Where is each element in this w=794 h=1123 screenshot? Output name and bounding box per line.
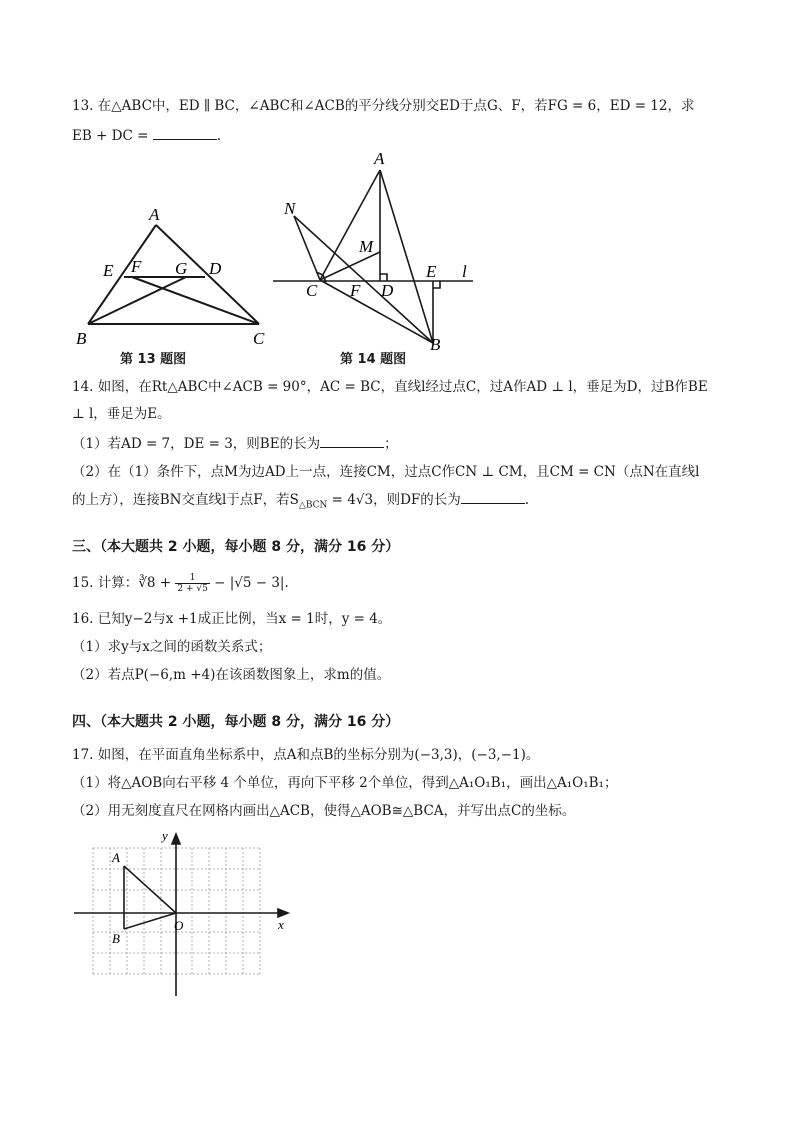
- q14-part2-line1: （2）在（1）条件下，点M为边AD上一点，连接CM，过点C作CN ⊥ CM，且CM = CN（点N在直线l: [72, 464, 700, 480]
- fig13-label-G: G: [175, 259, 188, 278]
- fig14-label-l: l: [462, 262, 467, 281]
- q14-line1: 14. 如图，在Rt△ABC中∠ACB = 90°，AC = BC，直线l经过点C，过A作AD ⊥ l，垂足为D，过B作BE: [72, 379, 708, 395]
- q16-line1: 16. 已知y−2与x +1成正比例，当x = 1时，y = 4。: [72, 611, 392, 627]
- fig14-label-N: N: [284, 199, 296, 218]
- figure-14: [270, 150, 480, 355]
- q14-part1-text: （1）若AD = 7，DE = 3，则BE的长为: [72, 436, 321, 452]
- q16-part1: （1）求y与x之间的函数关系式；: [72, 639, 272, 655]
- q14-part2-text-b: = 4√3，则DF的长为: [327, 492, 461, 508]
- q13-line2-text: EB + DC =: [72, 128, 149, 144]
- fig13-label-F: F: [131, 257, 142, 276]
- q17-line1: 17. 如图，在平面直角坐标系中，点A和点B的坐标分别为(−3,3)，(−3,−1)。: [72, 747, 540, 763]
- fig14-label-M: M: [359, 237, 374, 256]
- q15-line: [72, 573, 289, 594]
- q15-fraction: [175, 573, 209, 594]
- q14-part2-blank: [461, 491, 525, 504]
- triangle-AOB: [124, 866, 176, 929]
- q13-line2: EB + DC = .: [72, 128, 222, 144]
- fig13-label-A: A: [149, 205, 160, 224]
- q13-answer-blank: [153, 127, 217, 140]
- q15-cube-root: ∛8 +: [138, 575, 176, 591]
- fig13-label-D: D: [209, 259, 222, 278]
- fig13-label-C: C: [253, 329, 265, 348]
- fig13-label-B: B: [76, 329, 87, 348]
- figure-13: [70, 200, 280, 350]
- fig13-caption: 第 13 题图: [120, 352, 187, 367]
- fig14-label-B: B: [430, 335, 441, 354]
- q14-area-subscript: △BCN: [298, 500, 328, 511]
- section-4-heading: 四、（本大题共 2 小题，每小题 8 分，满分 16 分）: [72, 714, 400, 730]
- fig14-label-C: C: [306, 281, 318, 300]
- q16-part2: （2）若点P(−6,m +4)在该函数图象上，求m的值。: [72, 667, 391, 683]
- q17-part1: （1）将△AOB向右平移 4 个单位，再向下平移 2个单位，得到△A₁O₁B₁，画出△A₁O₁B₁；: [72, 775, 618, 791]
- q14-part1-blank: [320, 435, 384, 448]
- q15-frac-num: 1: [175, 573, 209, 584]
- q14-part1: [72, 435, 398, 453]
- figure-17-grid: [70, 826, 300, 1001]
- x-axis-arrow-icon: [278, 909, 288, 917]
- fig14-label-D: D: [381, 281, 394, 300]
- q14-part2-line2: [72, 491, 529, 515]
- q15-suffix: − |√5 − 3|.: [209, 575, 289, 591]
- fig14-label-E: E: [426, 262, 437, 281]
- fig14-label-A: A: [374, 150, 385, 168]
- q14-part2-text-a: 的上方），连接BN交直线l于点F，若S: [72, 492, 299, 508]
- q14-line2: ⊥ l，垂足为E。: [72, 406, 171, 422]
- q15-prefix: 15. 计算：: [72, 575, 139, 591]
- fig17-label-B: B: [112, 931, 120, 946]
- fig13-label-E: E: [103, 261, 114, 280]
- fig14-caption: 第 14 题图: [340, 352, 407, 367]
- q15-frac-den: 2 + √5: [177, 584, 208, 594]
- fig17-label-x: x: [278, 917, 284, 932]
- fig14-label-F: F: [350, 281, 361, 300]
- section-3-heading: 三、（本大题共 2 小题，每小题 8 分，满分 16 分）: [72, 539, 400, 555]
- fig17-label-O: O: [174, 918, 184, 933]
- q14-part2-end: .: [524, 492, 530, 508]
- fig17-label-y: y: [162, 828, 168, 843]
- q13-line1: 13. 在△ABC中，ED ∥ BC，∠ABC和∠ACB的平分线分别交ED于点G、F，若FG = 6，ED = 12，求: [72, 98, 695, 114]
- q17-part2: （2）用无刻度直尺在网格内画出△ACB，使得△AOB≅△BCA，并写出点C的坐标。: [72, 803, 576, 819]
- q14-part1-end: ；: [384, 436, 398, 452]
- fig17-label-A: A: [112, 850, 120, 865]
- y-axis-arrow-icon: [172, 834, 180, 844]
